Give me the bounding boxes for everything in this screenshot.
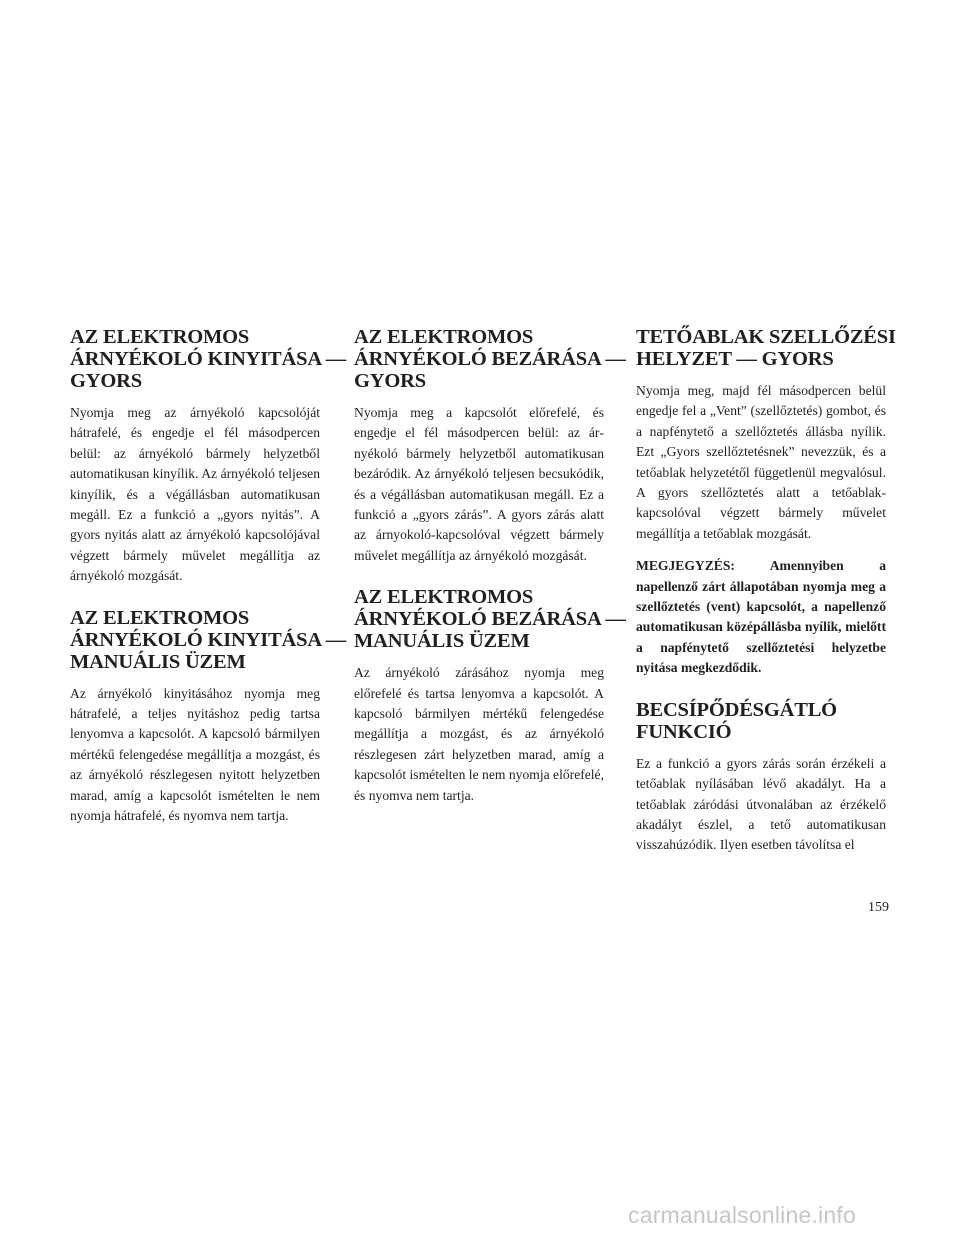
text-column-1 <box>70 326 347 839</box>
heading-line: AZ ELEKTROMOS <box>70 606 250 629</box>
heading-line: ÁRNYÉKOLÓ KINYITÁSA — <box>70 348 347 370</box>
heading-line: GYORS <box>354 370 426 392</box>
heading-line: AZ ELEKTROMOS <box>354 326 534 348</box>
heading-line: TETŐABLAK SZELLŐZÉSI <box>636 326 896 348</box>
heading-line: AZ ELEKTROMOS <box>354 586 534 609</box>
body-paragraph: Az árnyékoló zárásához nyomja meg előrefelé és tartsa lenyomva a kapcsolót. A kapcsoló bármilyen mértékű felengedése megállítja a mozgást, és az árnyékoló részlegesen zárt helyzetben marad, amíg a kapcsolót ismételten le nem nyomja előrefelé, és nyomva nem tartja. <box>354 665 604 803</box>
section-heading-shade-open-manual <box>70 606 347 673</box>
section-heading-pinch-protection <box>636 699 886 743</box>
body-paragraph: Nyomja meg, majd fél másodpercen belül engedje fel a „Vent” (szellőztetés) gombot, és a napfénytető a szellőztetés állásba nyílik. Ezt „Gyors szellőztetésnek” nevezzük, és a tetőablak helyzetétől függetlenül megvalósul. A gyors szellőztetés alatt a tetőablak-kapcsolóval végzett bármely művelet megállítja a tetőablak mozgását. <box>636 383 886 541</box>
section-heading-shade-open-express <box>70 326 347 392</box>
body-paragraph: Az árnyékoló kinyitásához nyomja meg hátrafelé, a teljes nyitáshoz pedig tartsa lenyomva a kapcsolót. A kapcsoló bármilyen mértékű felengedése megállítja a mozgást, és az árnyékoló részlegesen nyitott helyzetben marad, amíg a kapcsolót ismételten le nem nyomja hátrafelé, és nyomva nem tartja. <box>70 685 320 824</box>
body-paragraph: Nyomja meg a kapcsolót előrefelé, és engedje el fél másodpercen belül: az árnyékoló bármely helyzetből automatikusan bezáródik. Az árnyékoló teljesen becsukódik, és a végállásban automatikusan megáll. Ez a funkció a „gyors zárás”. A gyors zárás alatt az árnyokoló-kapcsolóval végzett bármely művelet megállítja az árnyékoló mozgását. <box>354 405 604 563</box>
heading-line: ÁRNYÉKOLÓ BEZÁRÁSA — <box>354 348 626 370</box>
section-heading-sunroof-vent-express <box>636 326 896 370</box>
body-paragraph: Nyomja meg az árnyékoló kapcsolóját hátrafelé, és engedje el fél másodpercen belül: az árnyékoló bármely helyzetből automatikusan kinyílik. Az árnyékoló teljesen kinyílik, és a végállásban automatikusan megáll. Ez a funkció a „gyors nyitás”. A gyors nyitás alatt az árnyékoló kapcsolójával végzett bármely művelet megállítja az árnyékoló mozgását. <box>70 405 320 584</box>
heading-line: ÁRNYÉKOLÓ BEZÁRÁSA — <box>354 608 626 631</box>
heading-line: BECSÍPŐDÉSGÁTLÓ <box>636 698 837 721</box>
heading-line: MANUÁLIS ÜZEM <box>70 650 246 673</box>
section-heading-shade-close-express <box>354 326 626 392</box>
note-paragraph: MEGJEGYZÉS: Amennyiben a napellenző zárt állapotában nyomja meg a szellőztetés (vent) kapcsolót, a napellenző automatikusan középállásba nyílik, mielőtt a napfénytető szellőztetési helyzetbe nyitása megkezdődik. <box>636 558 886 676</box>
text-column-2 <box>354 326 626 818</box>
text-column-3 <box>636 326 896 868</box>
section-heading-shade-close-manual <box>354 586 626 653</box>
heading-line: FUNKCIÓ <box>636 720 732 743</box>
heading-line: ÁRNYÉKOLÓ KINYITÁSA — <box>70 628 347 651</box>
heading-line: MANUÁLIS ÜZEM <box>354 630 530 653</box>
body-paragraph: Ez a funkció a gyors zárás során érzékeli a tetőablak nyílásában lévő akadályt. Ha a tetőablak záródási útvonalában az érzékelő akadályt észlel, a tető automatikusan visszahúzódik. Ilyen esetben távolítsa el <box>636 755 886 853</box>
heading-line: AZ ELEKTROMOS <box>70 326 250 348</box>
heading-line: HELYZET — GYORS <box>636 348 834 370</box>
watermark-text: carmanualsonline.info <box>628 1202 856 1228</box>
heading-line: GYORS <box>70 370 142 392</box>
page-number: 159 <box>868 900 889 915</box>
